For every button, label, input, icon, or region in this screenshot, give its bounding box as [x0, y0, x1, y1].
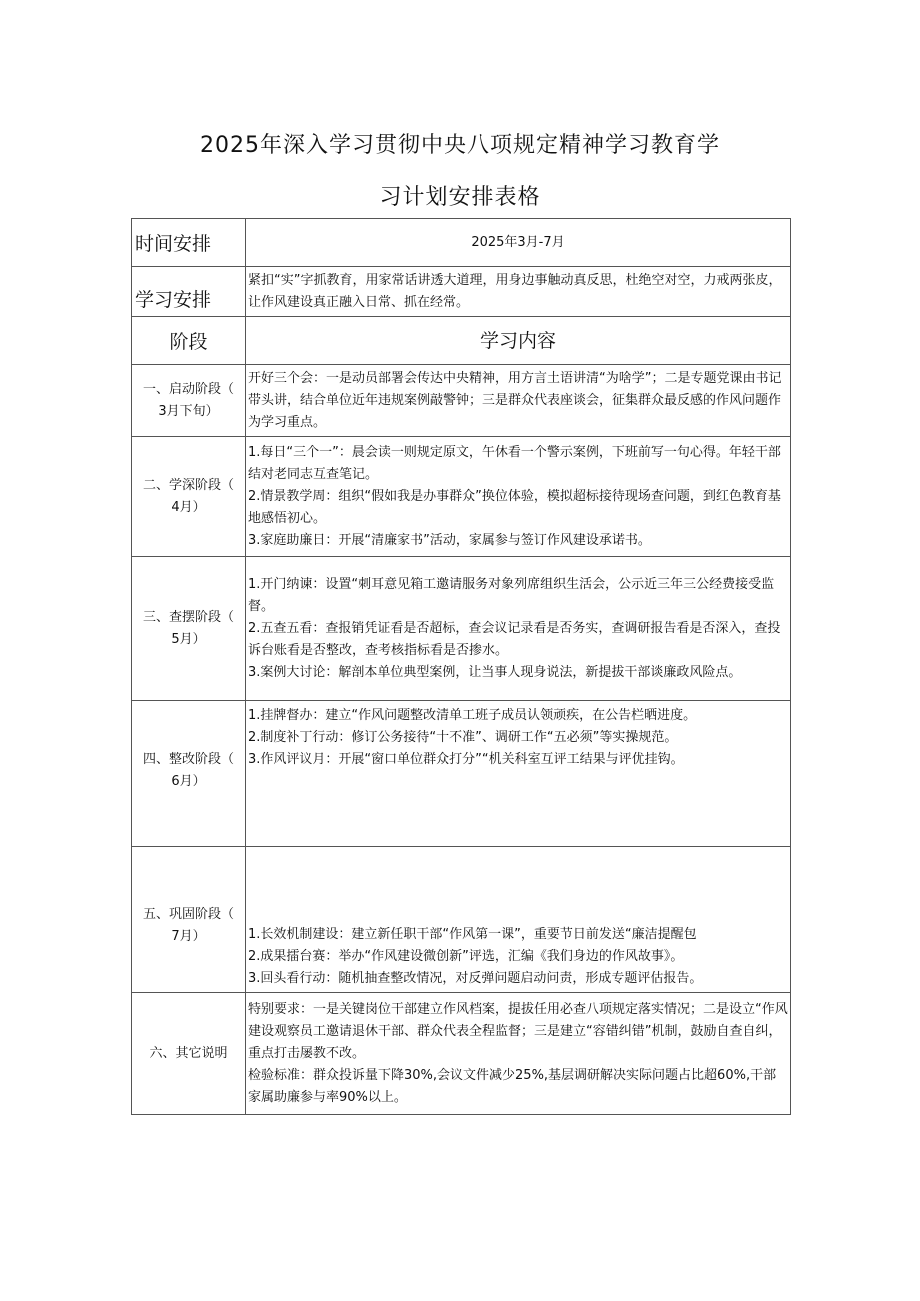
header-row	[132, 317, 791, 365]
stage-name: 三、查摆阶段（	[142, 609, 234, 625]
header-content: 学习内容	[246, 317, 791, 365]
content-paragraph: 2.五查五看：查报销凭证看是否超标，查会议记录看是否务实，查调研报告看是否深入，查投诉台账看是否整改，查考核指标看是否掺水。	[248, 620, 781, 658]
stage-name: 五、巩固阶段（	[142, 907, 234, 922]
stage-name: 二、学深阶段（	[142, 477, 234, 493]
table-row	[132, 847, 791, 993]
stage-name: 四、整改阶段（	[142, 752, 234, 767]
stage-cell	[132, 557, 246, 701]
content-paragraph: 3.作风评议月：开展“窗口单位群众打分”“机关科室互评工结果与评优挂钩。	[248, 752, 684, 767]
table-row	[132, 557, 791, 701]
table-row	[132, 701, 791, 847]
content-paragraph: 2.情景教学周：组织“假如我是办事群众”换位体验，模拟超标接待现场查问题，到红色教育基地感悟初心。	[248, 488, 781, 526]
arrangement-label: 学习安排	[132, 267, 246, 317]
plan-table	[131, 218, 791, 1115]
content-paragraph: 1.每日“三个一”：晨会读一则规定原文，午休看一个警示案例，下班前写一句心得。年轻干部结对老同志互查笔记。	[248, 444, 781, 482]
arrangement-value: 紧扣“实”字抓教育，用家常话讲透大道理，用身边事触动真反思，杜绝空对空，力戒两张皮，让作风建设真正融入日常、抓在经常。	[246, 267, 791, 317]
table-row	[132, 437, 791, 557]
content-cell	[246, 365, 791, 437]
content-paragraph: 3.家庭助廉日：开展“清廉家书”活动，家属参与签订作风建设承诺书。	[248, 532, 651, 548]
stage-cell	[132, 437, 246, 557]
time-row	[132, 219, 791, 267]
stage-name: 一、启动阶段（	[142, 381, 234, 397]
content-paragraph: 1.开门纳谏：设置“刺耳意见箱工邀请服务对象列席组织生活会，公示近三年三公经费接受监督。	[248, 576, 775, 614]
stage-period: 4月）	[171, 499, 206, 515]
document-title-line1: 2025年深入学习贯彻中央八项规定精神学习教育学	[200, 133, 720, 158]
content-paragraph: 开好三个会：一是动员部署会传达中央精神，用方言土语讲清“为啥学”；二是专题党课由书记带头讲，结合单位近年违规案例敲警钟；三是群众代表座谈会，征集群众最反感的作风问题作为学习重点。	[248, 370, 782, 430]
content-paragraph: 2.制度补丁行动：修订公务接待“十不准”、调研工作“五必须”等实操规范。	[248, 730, 678, 745]
stage-period: 7月）	[171, 929, 206, 944]
content-cell	[246, 437, 791, 557]
stage-cell	[132, 993, 246, 1115]
time-value: 2025年3月-7月	[246, 219, 791, 267]
stage-period: 5月）	[171, 631, 206, 647]
table-row	[132, 993, 791, 1115]
stage-cell	[132, 701, 246, 847]
document-title-line2: 习计划安排表格	[379, 185, 541, 210]
stage-cell	[132, 847, 246, 993]
content-cell	[246, 993, 791, 1115]
header-stage: 阶段	[132, 317, 246, 365]
content-paragraph: 2.成果擂台赛：举办“作风建设微创新”评选，汇编《我们身边的作风故事》。	[248, 949, 684, 964]
content-paragraph: 3.回头看行动：随机抽查整改情况，对反弹问题启动问责，形成专题评估报告。	[248, 971, 703, 986]
content-cell	[246, 847, 791, 993]
stage-cell	[132, 365, 246, 437]
content-paragraph: 1.长效机制建设：建立新任职干部“作风第一课”，重要节日前发送“廉洁提醒包	[248, 927, 697, 942]
stage-name: 六、其它说明	[149, 1045, 228, 1061]
time-label: 时间安排	[132, 219, 246, 267]
stage-period: 6月）	[171, 774, 206, 789]
content-cell	[246, 557, 791, 701]
content-paragraph: 3.案例大讨论：解剖本单位典型案例，让当事人现身说法，新提拔干部谈廉政风险点。	[248, 664, 742, 680]
content-cell	[246, 701, 791, 847]
arrangement-row	[132, 267, 791, 317]
stage-period: 3月下旬）	[158, 403, 219, 419]
table-row	[132, 365, 791, 437]
content-paragraph: 1.挂牌督办：建立“作风问题整改清单工班子成员认领顽疾，在公告栏晒进度。	[248, 708, 697, 723]
content-paragraph: 检验标准：群众投诉量下降30%,会议文件减少25%,基层调研解决实际问题占比超60%,干部家属助廉参与率90%以上。	[248, 1067, 777, 1105]
content-paragraph: 特别要求：一是关键岗位干部建立作风档案，提拔任用必查八项规定落实情况；二是设立“作风建设观察员工邀请退休干部、群众代表全程监督；三是建立“容错纠错”机制，鼓励自查自纠，重点打击屡教不改。	[248, 1001, 788, 1061]
